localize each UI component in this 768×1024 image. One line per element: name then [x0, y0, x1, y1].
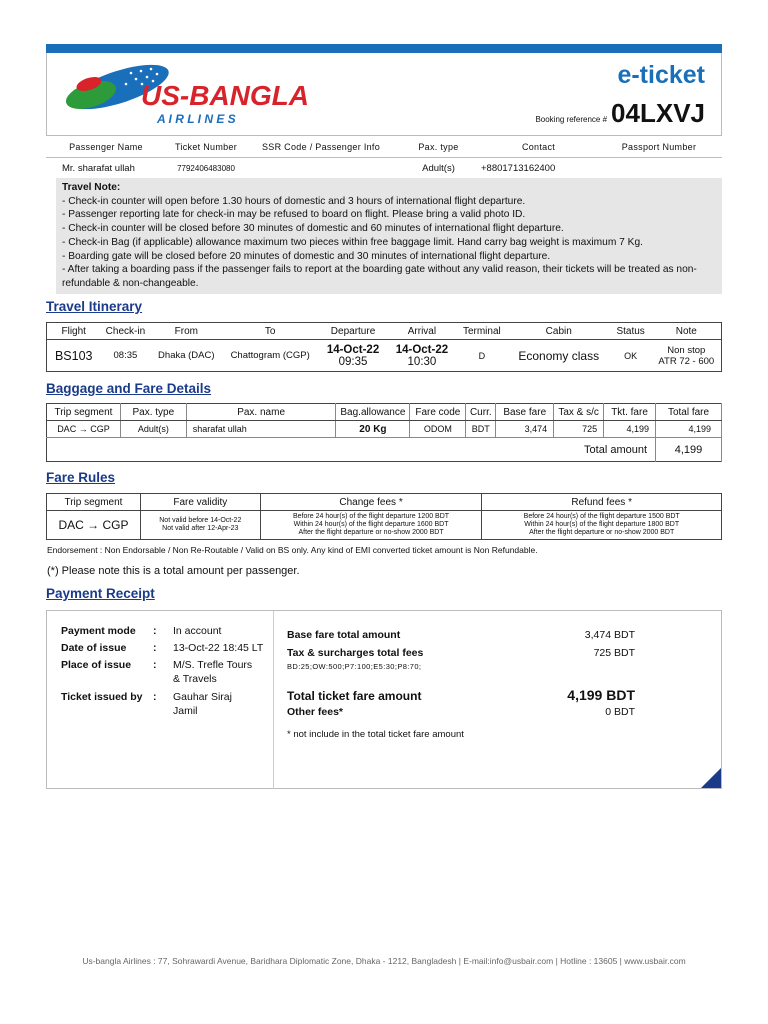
passenger-table: [46, 135, 722, 179]
base-fare-total-label: Base fare total amount: [287, 629, 401, 641]
col-ticket-fare: Tkt. fare: [604, 404, 656, 421]
departure: [318, 340, 388, 372]
bag-allowance: 20 Kg: [336, 421, 410, 438]
travel-note-line: - Check-in counter will open before 1.30 hours of domestic and 3 hours of international flight departure.: [62, 195, 526, 207]
date-of-issue-label: Date of issue: [61, 642, 127, 654]
col-pax-type: Pax. type: [396, 136, 481, 158]
booking-reference-value: 04LXVJ: [611, 98, 705, 128]
col-passenger-name: Passenger Name: [46, 136, 166, 158]
place-of-issue-value: M/S. Trefle Tours: [173, 659, 253, 671]
fees-footnote: * not include in the total ticket fare amount: [287, 729, 464, 740]
contact: +8801713162400: [481, 162, 556, 174]
colon: :: [153, 659, 157, 671]
trip-segment: DAC → CGP: [47, 421, 121, 438]
payment-mode-value: In account: [173, 625, 222, 637]
col-departure: Departure: [318, 323, 388, 340]
arrival: [388, 340, 456, 372]
passenger-name: Mr. sharafat ullah: [62, 162, 135, 174]
travel-note: [56, 178, 722, 294]
baggage-fare-table: [46, 403, 722, 462]
total-row: [47, 438, 722, 462]
col-arrival: Arrival: [388, 323, 456, 340]
table-row: [46, 158, 722, 179]
trip-segment: DAC → CGP: [47, 511, 141, 540]
col-ssr-code: SSR Code / Passenger Info: [246, 136, 396, 158]
tax-total-value: 725 BDT: [593, 647, 635, 659]
fare-validity: [140, 511, 260, 540]
tax-breakdown: BD:25;OW:500;P7:100;E5:30;P8:70;: [287, 662, 422, 671]
flight-number: BS103: [54, 348, 93, 363]
booking-reference: [535, 98, 705, 129]
table-row: [47, 511, 722, 540]
col-flight: Flight: [47, 323, 101, 340]
col-currency: Curr.: [466, 404, 496, 421]
section-travel-itinerary: Travel Itinerary: [46, 299, 143, 314]
page-title: e-ticket: [617, 61, 705, 89]
validity-line: Not valid after 12-Apr-23: [162, 525, 239, 532]
col-contact: Contact: [481, 136, 596, 158]
col-passport: Passport Number: [596, 136, 722, 158]
issued-by-value: Gauhar Siraj: [173, 691, 232, 703]
header-accent-bar: [46, 44, 722, 53]
change-fee-line: Within 24 hour(s) of the flight departure 1600 BDT: [293, 521, 449, 528]
to-airport: Chattogram (CGP): [230, 350, 310, 361]
issued-by-value-2: Jamil: [173, 705, 198, 717]
payment-receipt: [46, 610, 722, 789]
from-airport: Dhaka (DAC): [158, 350, 215, 361]
travel-note-line: - Boarding gate will be closed before 20 minutes of domestic and 30 minutes of international flight departure.: [62, 250, 551, 262]
pax-type: Adult(s): [422, 162, 455, 174]
section-fare-rules: Fare Rules: [46, 470, 116, 485]
section-payment-receipt: Payment Receipt: [46, 586, 155, 601]
col-refund-fees: Refund fees *: [482, 494, 722, 511]
col-terminal: Terminal: [456, 323, 508, 340]
place-of-issue-value-2: & Travels: [173, 673, 217, 685]
place-of-issue-label: Place of issue: [61, 659, 132, 671]
fare-code: ODOM: [410, 421, 466, 438]
currency: BDT: [466, 421, 496, 438]
col-cabin: Cabin: [508, 323, 610, 340]
col-fare-code: Fare code: [410, 404, 466, 421]
total-fare-value: 4,199 BDT: [567, 687, 635, 703]
issued-by-label: Ticket issued by: [61, 691, 143, 703]
footer: Us-bangla Airlines : 77, Sohrawardi Avenue, Baridhara Diplomatic Zone, Dhaka - 1212, Bangladesh | E-mail:info@usbair.com | Hotline : 13605 | www.usbair.com: [82, 956, 686, 966]
departure-time: 09:35: [338, 355, 368, 368]
pax-name: sharafat ullah: [186, 421, 336, 438]
flight-note-line: ATR 72 - 600: [658, 355, 715, 367]
total-amount-value: 4,199: [656, 438, 722, 462]
corner-decoration: [701, 768, 721, 788]
total-fare-label: Total ticket fare amount: [287, 689, 422, 703]
col-ticket-number: Ticket Number: [166, 136, 246, 158]
other-fees-value: 0 BDT: [605, 706, 635, 718]
ticket-number: 7792406483080: [177, 163, 235, 173]
section-baggage-fare: Baggage and Fare Details: [46, 381, 212, 396]
validity-line: Not valid before 14-Oct-22: [159, 517, 242, 524]
flight-note: [652, 340, 722, 372]
base-fare: 3,474: [496, 421, 554, 438]
us-bangla-logo: [61, 57, 351, 129]
tax-total-label: Tax & surcharges total fees: [287, 647, 424, 659]
date-of-issue-value: 13-Oct-22 18:45 LT: [173, 642, 264, 654]
refund-fee-line: Before 24 hour(s) of the flight departure 1500 BDT: [523, 513, 680, 520]
refund-fee-line: After the flight departure or no-show 2000 BDT: [529, 529, 675, 536]
arrival-date: 14-Oct-22: [395, 343, 449, 356]
base-fare-total-value: 3,474 BDT: [584, 629, 635, 641]
pax-type: Adult(s): [120, 421, 186, 438]
svg-text:A I R L I N E S: A I R L I N E S: [157, 112, 236, 126]
colon: :: [153, 625, 157, 637]
col-fare-validity: Fare validity: [140, 494, 260, 511]
ssr-code: [246, 158, 396, 179]
endorsement: Endorsement : Non Endorsable / Non Re-Routable / Valid on BS only. Any kind of EMI converted ticket amount is Non Refundable.: [47, 545, 538, 555]
per-passenger-note: (*) Please note this is a total amount per passenger.: [47, 565, 300, 577]
col-to: To: [222, 323, 318, 340]
travel-note-line: - After taking a boarding pass if the passenger fails to report at the boarding gate without any valid reason, their tickets will be treated as non-refundable & non-changeable.: [62, 264, 697, 289]
col-change-fees: Change fees *: [260, 494, 482, 511]
total-fare: 4,199: [656, 421, 722, 438]
passport: [596, 158, 722, 179]
travel-note-line: - Passenger reporting late for check-in may be refused to board on flight. Please bring a valid photo ID.: [62, 209, 526, 221]
checkin-time: 08:35: [113, 350, 138, 361]
tax: 725: [554, 421, 604, 438]
flight-note-line: Non stop: [667, 344, 706, 356]
col-note: Note: [652, 323, 722, 340]
itinerary-table: [46, 322, 722, 372]
travel-note-line: - Check-in counter will be closed before 30 minutes of domestic and 60 minutes of international flight departure.: [62, 223, 564, 235]
ticket-fare: 4,199: [604, 421, 656, 438]
col-base-fare: Base fare: [496, 404, 554, 421]
status: OK: [624, 350, 638, 361]
col-bag-allowance: Bag.allowance: [336, 404, 410, 421]
divider: [273, 611, 274, 789]
col-pax-name: Pax. name: [186, 404, 336, 421]
colon: :: [153, 691, 157, 703]
payment-mode-label: Payment mode: [61, 625, 136, 637]
col-trip-segment: Trip segment: [47, 404, 121, 421]
col-tax: Tax & s/c: [554, 404, 604, 421]
table-row: [47, 421, 722, 438]
refund-fees: [482, 511, 722, 540]
col-status: Status: [610, 323, 652, 340]
travel-note-line: - Check-in Bag (if applicable) allowance maximum two pieces within free baggage limit. Hand carry bag weight is maximum 7 Kg.: [62, 236, 643, 248]
ticket-header: [46, 53, 722, 135]
total-amount-label: Total amount: [47, 438, 656, 462]
col-checkin: Check-in: [100, 323, 150, 340]
col-pax-type: Pax. type: [120, 404, 186, 421]
departure-date: 14-Oct-22: [326, 343, 380, 356]
change-fee-line: Before 24 hour(s) of the flight departure 1200 BDT: [293, 513, 450, 520]
terminal: D: [478, 350, 486, 361]
arrival-time: 10:30: [407, 355, 437, 368]
travel-note-title: Travel Note:: [62, 182, 121, 193]
cabin: Economy class: [518, 348, 600, 363]
other-fees-label: Other fees*: [287, 706, 344, 718]
booking-reference-label: Booking reference #: [535, 115, 608, 124]
fare-rules-table: [46, 493, 722, 540]
svg-text:US-BANGLA: US-BANGLA: [141, 80, 309, 111]
table-row: [47, 340, 722, 372]
colon: :: [153, 642, 157, 654]
change-fee-line: After the flight departure or no-show 2000 BDT: [298, 529, 444, 536]
col-from: From: [150, 323, 222, 340]
refund-fee-line: Within 24 hour(s) of the flight departure 1800 BDT: [524, 521, 680, 528]
col-total-fare: Total fare: [656, 404, 722, 421]
col-trip-segment: Trip segment: [47, 494, 141, 511]
change-fees: [260, 511, 482, 540]
